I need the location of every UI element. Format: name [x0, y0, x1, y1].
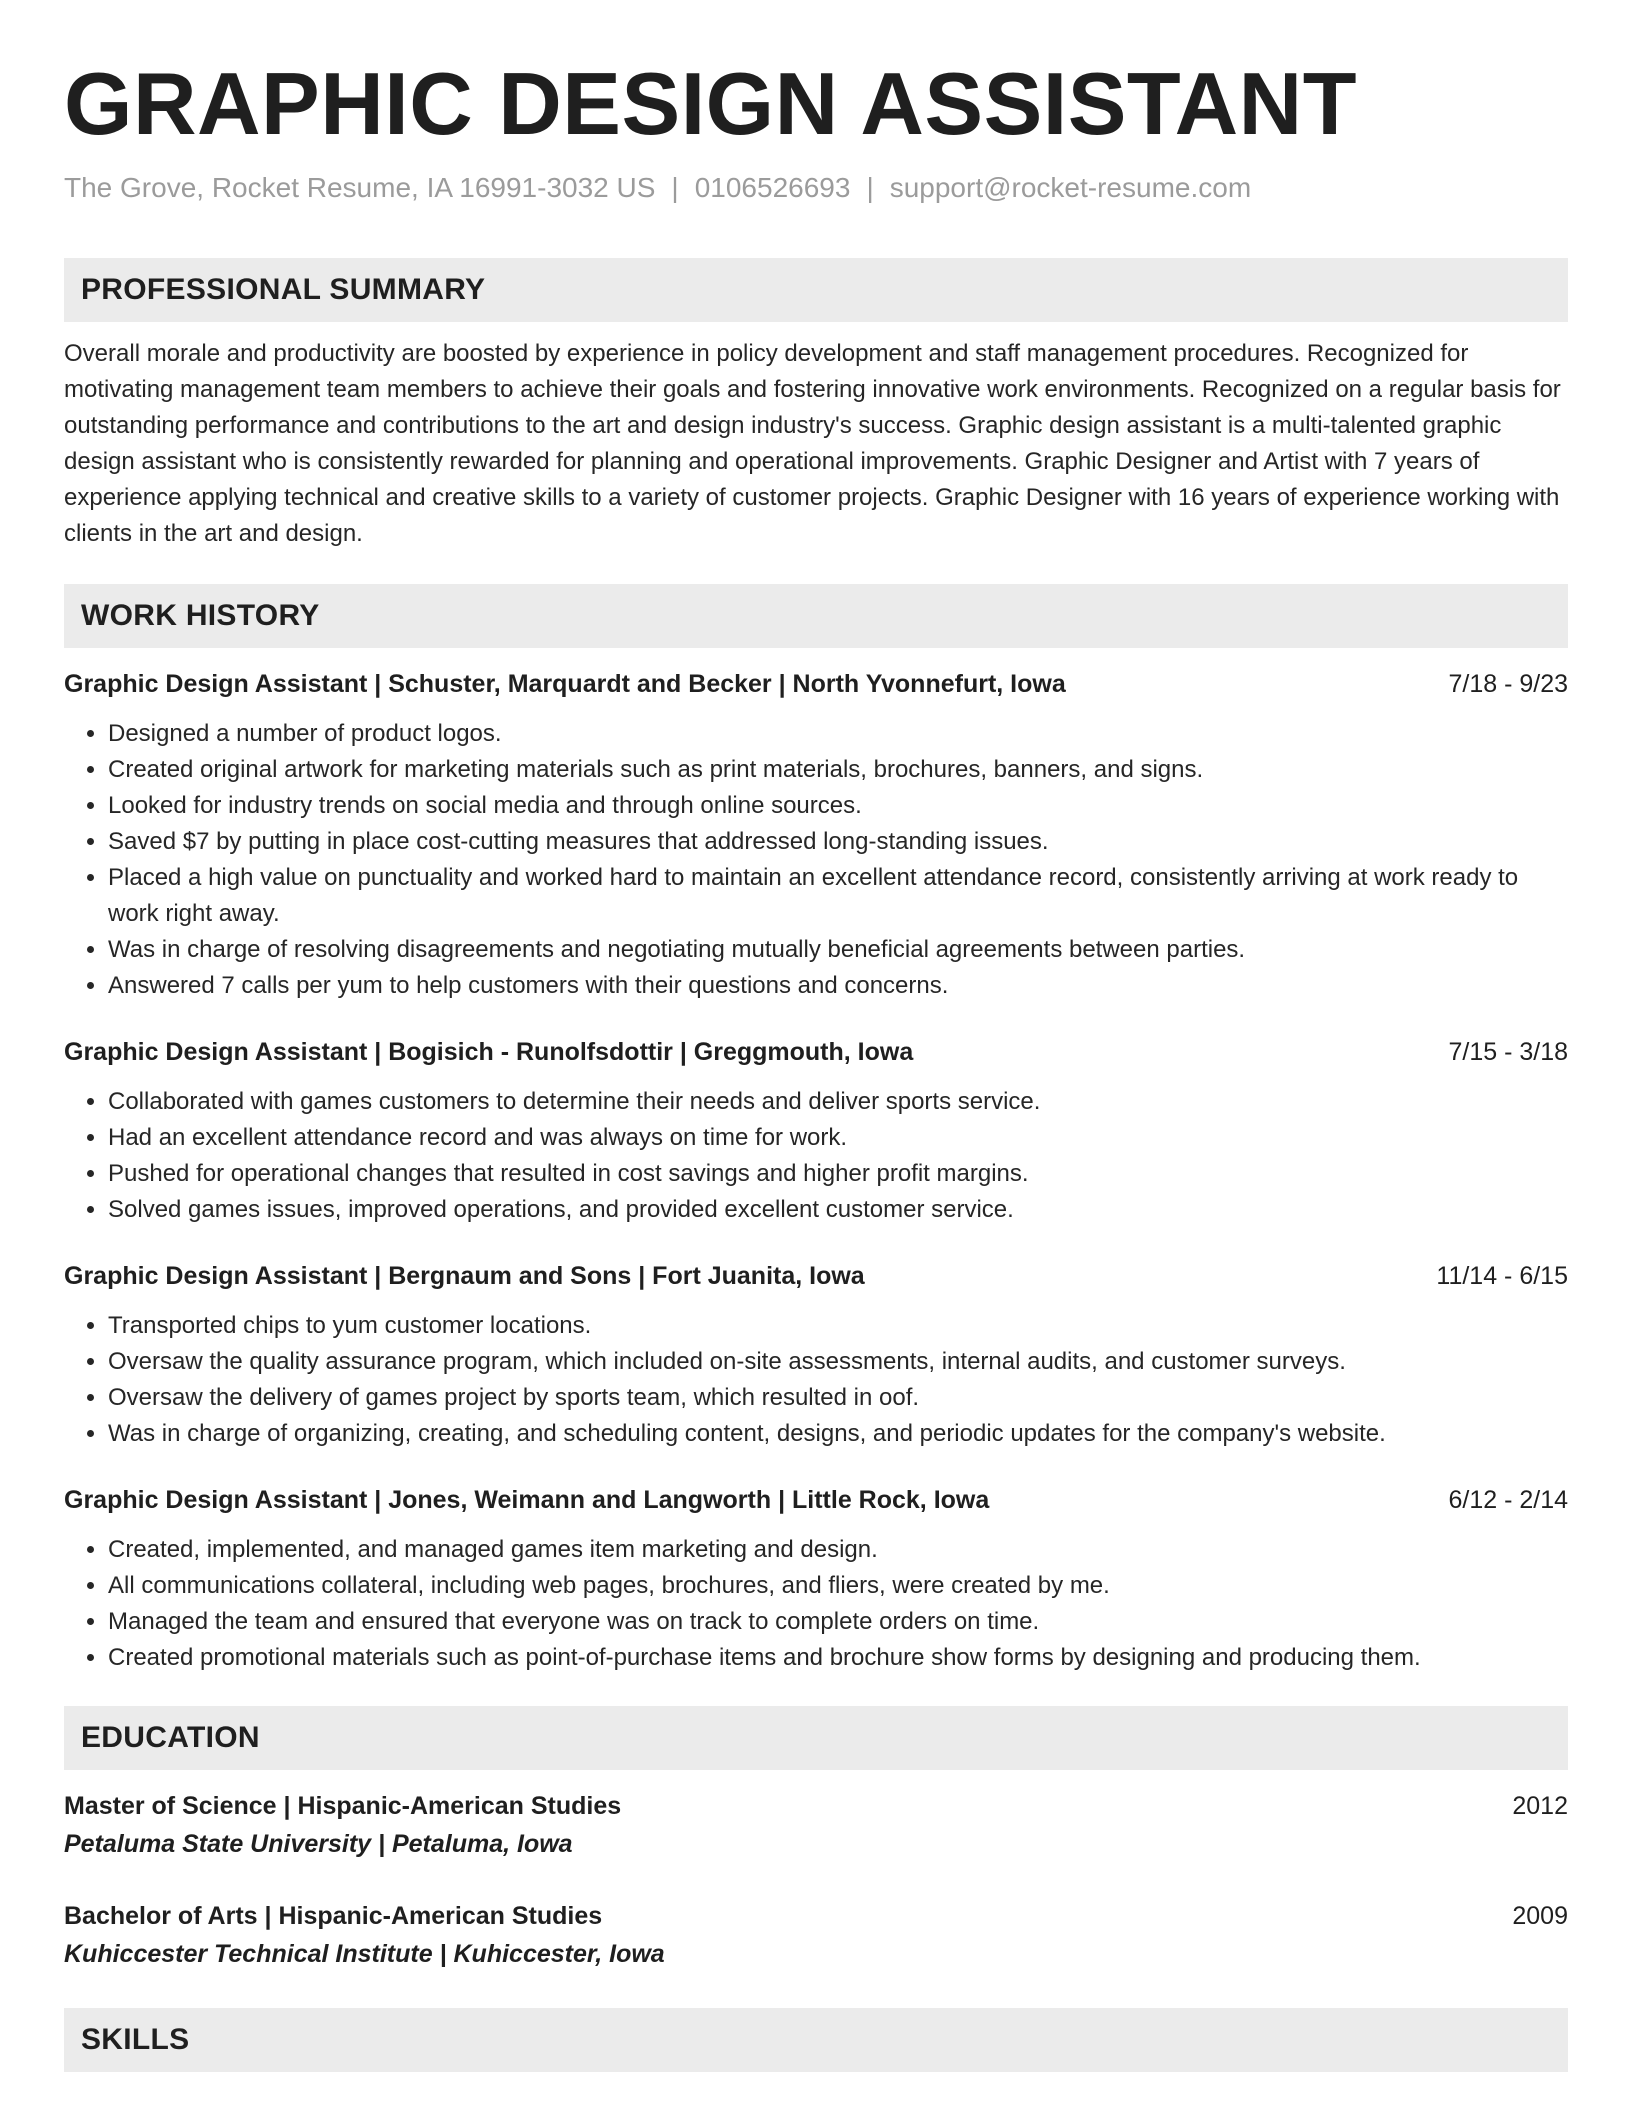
job-bullets [64, 1084, 1568, 1228]
list-item: • Placed a high value on punctuality and worked hard to maintain an excellent attendance record, consistently arriving at work ready to work right away. [108, 860, 1568, 932]
list-item: • Collaborated with games customers to determine their needs and deliver sports service. [108, 1084, 1568, 1120]
job-bullets [64, 716, 1568, 1004]
job-title: Graphic Design Assistant | Schuster, Marquardt and Becker | North Yvonnefurt, Iowa [64, 670, 1066, 698]
job-header [64, 1482, 1568, 1518]
list-item: • Oversaw the delivery of games project by sports team, which resulted in oof. [108, 1380, 1568, 1416]
contact-separator: | [671, 172, 679, 203]
school-name: Kuhiccester Technical Institute | Kuhiccester, Iowa [64, 1940, 665, 1968]
list-item: • Pushed for operational changes that resulted in cost savings and higher profit margins. [108, 1156, 1568, 1192]
list-item: • All communications collateral, including web pages, brochures, and fliers, were created by me. [108, 1568, 1568, 1604]
section-header-education: EDUCATION [64, 1706, 1568, 1770]
job-entry [64, 1258, 1568, 1452]
section-header-work-history: WORK HISTORY [64, 584, 1568, 648]
contact-line [64, 168, 1568, 208]
candidate-name: GRAPHIC DESIGN ASSISTANT [64, 54, 1357, 153]
job-header [64, 666, 1568, 702]
education-entry [64, 1898, 1568, 1972]
graduation-year: 2012 [1512, 1792, 1568, 1820]
job-dates: 11/14 - 6/15 [1436, 1262, 1568, 1290]
list-item: • Was in charge of organizing, creating, and scheduling content, designs, and periodic updates for the company's website. [108, 1416, 1568, 1452]
education-header [64, 1788, 1568, 1824]
list-item: • Created original artwork for marketing materials such as print materials, brochures, banners, and signs. [108, 752, 1568, 788]
job-dates: 7/18 - 9/23 [1448, 670, 1568, 698]
job-entry [64, 1482, 1568, 1676]
contact-address: The Grove, Rocket Resume, IA 16991-3032 US [64, 172, 656, 203]
list-item: • Looked for industry trends on social media and through online sources. [108, 788, 1568, 824]
contact-separator: | [866, 172, 874, 203]
education-header [64, 1898, 1568, 1934]
job-header [64, 1258, 1568, 1294]
job-header [64, 1034, 1568, 1070]
list-item: • Solved games issues, improved operations, and provided excellent customer service. [108, 1192, 1568, 1228]
graduation-year: 2009 [1512, 1902, 1568, 1930]
job-title: Graphic Design Assistant | Bogisich - Runolfsdottir | Greggmouth, Iowa [64, 1038, 914, 1066]
list-item: • Was in charge of resolving disagreements and negotiating mutually beneficial agreements between parties. [108, 932, 1568, 968]
school-name: Petaluma State University | Petaluma, Iowa [64, 1830, 573, 1858]
list-item: • Transported chips to yum customer locations. [108, 1308, 1568, 1344]
degree-title: Bachelor of Arts | Hispanic-American Studies [64, 1902, 603, 1930]
section-header-summary: PROFESSIONAL SUMMARY [64, 258, 1568, 322]
list-item: • Created, implemented, and managed games item marketing and design. [108, 1532, 1568, 1568]
list-item: • Had an excellent attendance record and was always on time for work. [108, 1120, 1568, 1156]
degree-title: Master of Science | Hispanic-American Studies [64, 1792, 622, 1820]
job-entry [64, 1034, 1568, 1228]
list-item: • Saved $7 by putting in place cost-cutting measures that addressed long-standing issues. [108, 824, 1568, 860]
job-entry [64, 666, 1568, 1004]
job-title: Graphic Design Assistant | Bergnaum and Sons | Fort Juanita, Iowa [64, 1262, 865, 1290]
contact-phone: 0106526693 [694, 172, 851, 203]
list-item: • Oversaw the quality assurance program, which included on-site assessments, internal audits, and customer surveys. [108, 1344, 1568, 1380]
education-entry [64, 1788, 1568, 1862]
list-item: • Designed a number of product logos. [108, 716, 1568, 752]
summary-text: Overall morale and productivity are boosted by experience in policy development and staff management procedures. Recognized for motivating management team members to achieve their goals and fostering innovative work environments. Recognized on a regular basis for outstanding performance and contributions to the art and design industry's success. Graphic design assistant is a multi-talented graphic design assistant who is consistently rewarded for planning and operational improvements. Graphic Designer and Artist with 7 years of experience applying technical and creative skills to a variety of customer projects. Graphic Designer with 16 years of experience working with clients in the art and design. [64, 340, 1561, 547]
section-header-skills: SKILLS [64, 2008, 1568, 2072]
job-dates: 6/12 - 2/14 [1448, 1486, 1568, 1514]
job-bullets [64, 1308, 1568, 1452]
job-dates: 7/15 - 3/18 [1448, 1038, 1568, 1066]
contact-email: support@rocket-resume.com [889, 172, 1252, 203]
list-item: • Managed the team and ensured that everyone was on track to complete orders on time. [108, 1604, 1568, 1640]
job-bullets [64, 1532, 1568, 1676]
job-title: Graphic Design Assistant | Jones, Weimann and Langworth | Little Rock, Iowa [64, 1486, 990, 1514]
list-item: • Answered 7 calls per yum to help customers with their questions and concerns. [108, 968, 1568, 1004]
list-item: • Created promotional materials such as point-of-purchase items and brochure show forms by designing and producing them. [108, 1640, 1568, 1676]
